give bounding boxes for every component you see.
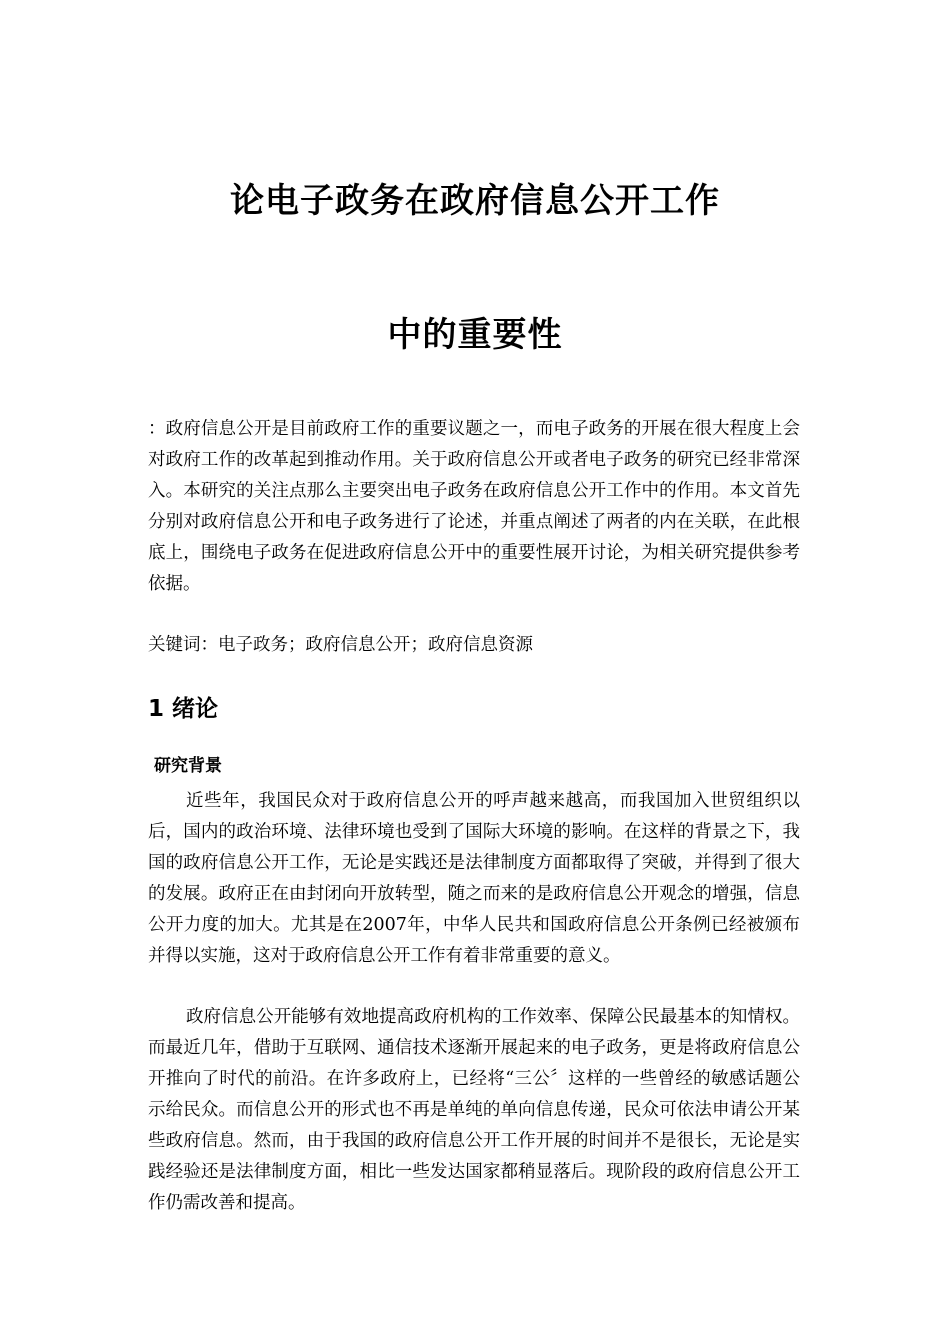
- document-title-line-2: 中的重要性: [387, 314, 563, 355]
- body-paragraph-1: 近些年，我国民众对于政府信息公开的呼声越来越高，而我国加入世贸组织以后，国内的政治环境、法律环境也受到了国际大环境的影响。在这样的背景之下，我国的政府信息公开工作，无论是实践还是法律制度方面都取得了突破，并得到了很大的发展。政府正在由封闭向开放转型，随之而来的是政府信息公开观念的增强，信息公开力度的加大。尤其是在2007年，中华人民共和国政府信息公开条例已经被颁布并得以实施，这对于政府信息公开工作有着非常重要的意义。: [148, 791, 800, 966]
- section-heading: 1 绪论: [148, 696, 219, 722]
- document-title-line-1: 论电子政务在政府信息公开工作: [230, 180, 720, 221]
- body-paragraph-2: 政府信息公开能够有效地提高政府机构的工作效率、保障公民最基本的知情权。而最近几年，借助于互联网、通信技术逐渐开展起来的电子政务，更是将政府信息公开推向了时代的前沿。在许多政府上，已经将“三公〞这样的一些曾经的敏感话题公示给民众。而信息公开的形式也不再是单纯的单向信息传递，民众可依法申请公开某些政府信息。然而，由于我国的政府信息公开工作开展的时间并不是很长，无论是实践经验还是法律制度方面，相比一些发达国家都稍显落后。现阶段的政府信息公开工作仍需改善和提高。: [148, 1007, 800, 1213]
- keywords-line: 关键词：电子政务；政府信息公开；政府信息资源: [148, 635, 533, 655]
- abstract-paragraph: ：政府信息公开是目前政府工作的重要议题之一，而电子政务的开展在很大程度上会对政府工作的改革起到推动作用。关于政府信息公开或者电子政务的研究已经非常深入。本研究的关注点那么主要突出电子政务在政府信息公开工作中的作用。本文首先分别对政府信息公开和电子政务进行了论述，并重点阐述了两者的内在关联，在此根底上，围绕电子政务在促进政府信息公开中的重要性展开讨论，为相关研究提供参考依据。: [148, 419, 800, 594]
- subsection-heading: 研究背景: [154, 756, 222, 776]
